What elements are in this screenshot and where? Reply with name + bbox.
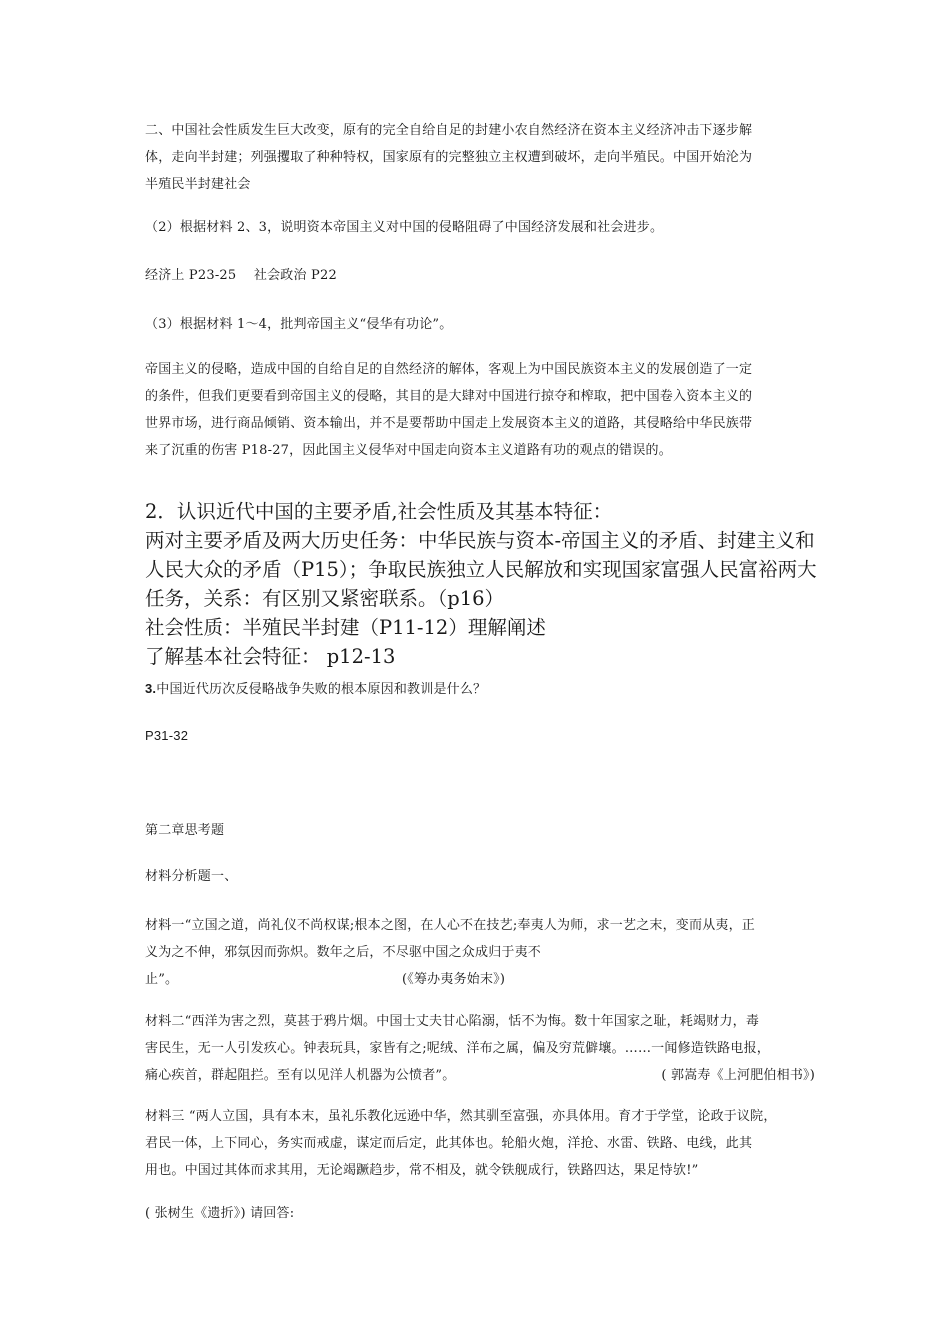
text-line: 帝国主义的侵略，造成中国的自给自足的自然经济的解体，客观上为中国民族资本主义的发展创造了一定 [145,362,753,377]
text-line: 来了沉重的伤害 P18-27，因此国主义侵华对中国走向资本主义道路有功的观点的错误的。 [145,443,672,458]
material-2 [145,1008,815,1089]
text-fragment: 止”。 [145,972,179,987]
question-number: 3. [145,681,157,696]
question-3-reference: P31-32 [145,728,189,743]
text-line: 了解基本社会特征： p12-13 [145,645,396,668]
text-fragment: 痛心疾首，群起阻拦。至有以见洋人机器为公愤者”。 [145,1068,456,1083]
material-1-source: (《筹办夷务始末》) [402,972,506,987]
text-line [145,966,815,993]
text-line: 材料三 “两人立国，具有本末，虽礼乐教化远逊中华，然其驯至富强，亦具体用。育才于学堂，论政于议院， [145,1109,777,1124]
text-line: 两对主要矛盾及两大历史任务：中华民族与资本-帝国主义的矛盾、封建主义和 [145,529,815,552]
text-line [145,1062,815,1089]
question-2: （2）根据材料 2、3，说明资本帝国主义对中国的侵略阻碍了中国经济发展和社会进步。 [145,220,664,235]
text-line: 二、中国社会性质发生巨大改变，原有的完全自给自足的封建小农自然经济在资本主义经济冲击下逐步解 [145,123,753,138]
text-line: 世界市场，进行商品倾销、资本输出，并不是要帮助中国走上发展资本主义的道路，其侵略给中华民族带 [145,416,753,431]
text-line: 半殖民半封建社会 [145,177,251,192]
material-1 [145,912,815,993]
question-3-answer [145,356,815,464]
text-line: 人民大众的矛盾（P15）；争取民族独立人民解放和实现国家富强人民富裕两大 [145,558,817,581]
text-line: 材料二“西洋为害之烈，莫甚于鸦片烟。中国士丈夫甘心陷溺，恬不为悔。数十年国家之耻，耗竭财力，毒 [145,1014,760,1029]
question-3: （3）根据材料 1～4，批判帝国主义“侵华有功论”。 [145,317,453,332]
text-line: 用也。中国过其体而求其用，无论竭蹶趋步，常不相及，就令铁舰成行，铁路四达，果足恃欤!” [145,1163,699,1178]
question-text: 中国近代历次反侵略战争失败的根本原因和教训是什么？ [156,682,487,697]
section-2-block [145,497,825,671]
text-line: 任务，关系：有区别又紧密联系。（p16） [145,587,505,610]
question-3-heading [145,675,815,703]
text-line: 材料一“立国之道，尚礼仪不尚权谋;根本之图，在人心不在技艺;奉夷人为师，求一艺之末，变而从夷，正 [145,918,756,933]
material-3 [145,1103,815,1184]
chapter-title: 第二章思考题 [145,823,225,838]
text-line: 君民一体，上下同心，务实而戒虚，谋定而后定，此其体也。轮船火炮，洋抢、水雷、铁路、电线，此其 [145,1136,753,1151]
text-line: 体，走向半封建；列强攫取了种种特权，国家原有的完整独立主权遭到破坏，走向半殖民。中国开始沦为 [145,150,753,165]
answer-paragraph-1 [145,117,815,198]
text-line: 害民生，无一人引发疚心。钟表玩具，家皆有之;呢绒、洋布之属，偏及穷荒僻壤。……一闻修造铁路电报， [145,1041,770,1056]
section-2-heading: 2．认识近代中国的主要矛盾,社会性质及其基本特征： [145,500,613,523]
material-analysis-heading: 材料分析题一、 [145,869,238,884]
material-3-source: ( 张树生《遗折》) 请回答: [145,1206,295,1221]
text-line: 的条件，但我们更要看到帝国主义的侵略，其目的是大肆对中国进行掠夺和榨取，把中国卷入资本主义的 [145,389,753,404]
question-2-answer: 经济上 P23-25 社会政治 P22 [145,268,337,283]
text-line: 社会性质：半殖民半封建（P11-12）理解阐述 [145,616,546,639]
material-2-source: ( 郭嵩寿《上河肥伯相书》) [661,1068,815,1083]
text-line: 义为之不伸，邪氛因而弥炽。数年之后，不尽驱中国之众成归于夷不 [145,945,542,960]
